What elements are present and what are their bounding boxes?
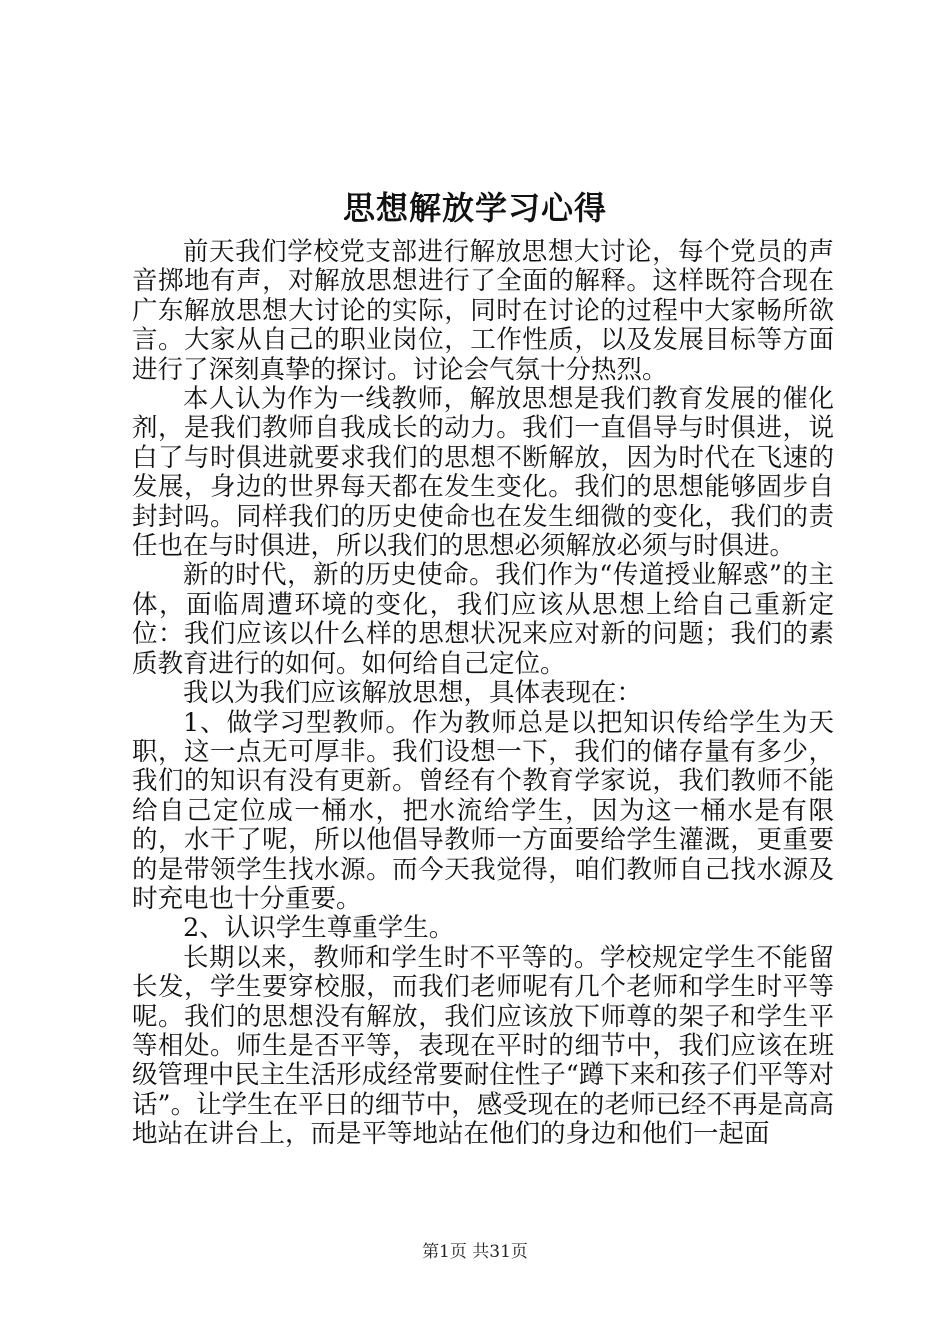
- paragraph-4: 我以为我们应该解放思想，具体表现在：: [183, 678, 643, 709]
- document-body: [132, 238, 834, 1150]
- paragraph-1: 前天我们学校党支部进行解放思想大讨论，每个党员的声音掷地有声，对解放思想进行了全面的解释。这样既符合现在广东解放思想大讨论的实际，同时在讨论的过程中大家畅所欲言。大家从自己的职业岗位，工作性质，以及发展目标等方面进行了深刻真挚的探讨。讨论会气氛十分热烈。: [132, 237, 834, 385]
- paragraph-5: 1、做学习型教师。作为教师总是以把知识传给学生为天职，这一点无可厚非。我们设想一下，我们的储存量有多少，我们的知识有没有更新。曾经有个教育学家说，我们教师不能给自己定位成一桶水，把水流给学生，因为这一桶水是有限的，水干了呢，所以他倡导教师一方面要给学生灌溉，更重要的是带领学生找水源。而今天我觉得，咱们教师自己找水源及时充电也十分重要。: [132, 707, 834, 914]
- paragraph-3: 新的时代，新的历史使命。我们作为“传道授业解惑”的主体，面临周遭环境的变化，我们应该从思想上给自己重新定位：我们应该以什么样的思想状况来应对新的问题；我们的素质教育进行的如何。如何给自己定位。: [132, 560, 834, 679]
- page-number-footer: 第1页 共31页: [422, 1242, 528, 1262]
- paragraph-7: 长期以来，教师和学生时不平等的。学校规定学生不能留长发，学生要穿校服，而我们老师呢有几个老师和学生时平等呢。我们的思想没有解放，我们应该放下师尊的架子和学生平等相处。师生是否平等，表现在平时的细节中，我们应该在班级管理中民主生活形成经常要耐住性子“蹲下来和孩子们平等对话”。让学生在平日的细节中，感受现在的老师已经不再是高高地站在讲台上，而是平等地站在他们的身边和他们一起面: [132, 942, 834, 1150]
- paragraph-6: 2、认识学生尊重学生。: [183, 913, 455, 944]
- paragraph-2: 本人认为作为一线教师，解放思想是我们教育发展的催化剂，是我们教师自我成长的动力。我们一直倡导与时俱进，说白了与时俱进就要求我们的思想不断解放，因为时代在飞速的发展，身边的世界每天都在发生变化。我们的思想能够固步自封封吗。同样我们的历史使命也在发生细微的变化，我们的责任也在与时俱进，所以我们的思想必须解放必须与时俱进。: [132, 384, 834, 562]
- document-title: 思想解放学习心得: [342, 189, 607, 227]
